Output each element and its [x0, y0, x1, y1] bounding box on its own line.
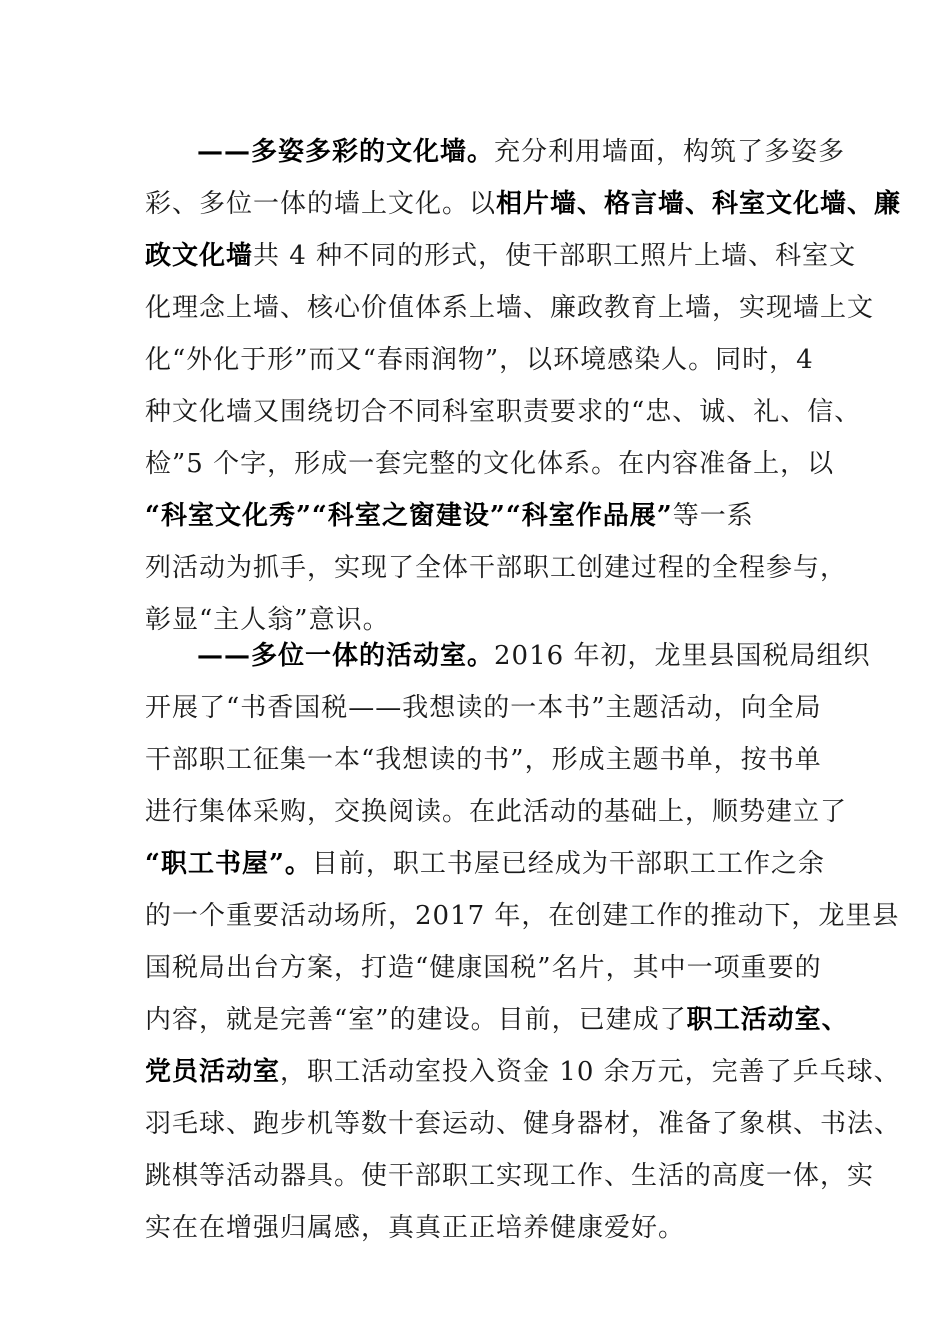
text-line: 化理念上墙、核心价值体系上墙、廉政教育上墙，实现墙上文	[145, 293, 875, 323]
text-line: 彩、多位一体的墙上文化。以相片墙、格言墙、科室文化墙、廉	[145, 189, 902, 219]
text-line: 实在在增强归属感，真真正正培养健康爱好。	[145, 1213, 686, 1243]
text-line: 彰显“主人翁”意识。	[145, 605, 390, 635]
text-line: 内容，就是完善“室”的建设。目前，已建成了职工活动室、	[145, 1005, 849, 1035]
text-line: “职工书屋”。目前，职工书屋已经成为干部职工工作之余	[145, 849, 825, 879]
text-line: 政文化墙共 4 种不同的形式，使干部职工照片上墙、科室文	[145, 241, 857, 271]
bold-phrase: 相片墙、格言墙、科室文化墙、廉	[496, 189, 902, 219]
text-line: 列活动为抓手，实现了全体干部职工创建过程的全程参与，	[145, 553, 848, 583]
text-line: ——多位一体的活动室。2016 年初，龙里县国税局组织	[197, 641, 871, 671]
text-line: 种文化墙又围绕切合不同科室职责要求的“忠、诚、礼、信、	[145, 397, 862, 427]
section-heading-culture-wall: ——多姿多彩的文化墙。	[197, 137, 495, 167]
text-line: 化“外化于形”而又“春雨润物”，以环境感染人。同时，4	[145, 345, 814, 375]
text-line: 跳棋等活动器具。使干部职工实现工作、生活的高度一体，实	[145, 1161, 875, 1191]
text-line: 的一个重要活动场所，2017 年，在创建工作的推动下，龙里县	[145, 901, 900, 931]
text-line: 党员活动室，职工活动室投入资金 10 余万元，完善了乒乓球、	[145, 1057, 901, 1087]
bold-phrase: 职工活动室、	[686, 1005, 849, 1035]
bold-phrase: 政文化墙	[145, 241, 254, 271]
text-line: “科室文化秀”“科室之窗建设”“科室作品展”等一系	[145, 501, 754, 531]
text-line: 羽毛球、跑步机等数十套运动、健身器材，准备了象棋、书法、	[145, 1109, 902, 1139]
text-line: 国税局出台方案，打造“健康国税”名片，其中一项重要的	[145, 953, 822, 983]
text-line: ——多姿多彩的文化墙。充分利用墙面，构筑了多姿多	[197, 137, 846, 167]
section-heading-activity-room: ——多位一体的活动室。	[197, 641, 495, 671]
paragraph-culture-wall	[145, 126, 902, 646]
bold-phrase: “职工书屋”。	[145, 849, 312, 879]
bold-phrase: 党员活动室	[145, 1057, 281, 1087]
paragraph-activity-room	[145, 630, 902, 1254]
text-line: 检”5 个字，形成一套完整的文化体系。在内容准备上，以	[145, 449, 835, 479]
bold-phrase: “科室文化秀”“科室之窗建设”“科室作品展”	[145, 501, 673, 531]
text-line: 进行集体采购，交换阅读。在此活动的基础上，顺势建立了	[145, 797, 848, 827]
text-line: 干部职工征集一本“我想读的书”，形成主题书单，按书单	[145, 745, 822, 775]
text-line: 开展了“书香国税——我想读的一本书”主题活动，向全局	[145, 693, 822, 723]
